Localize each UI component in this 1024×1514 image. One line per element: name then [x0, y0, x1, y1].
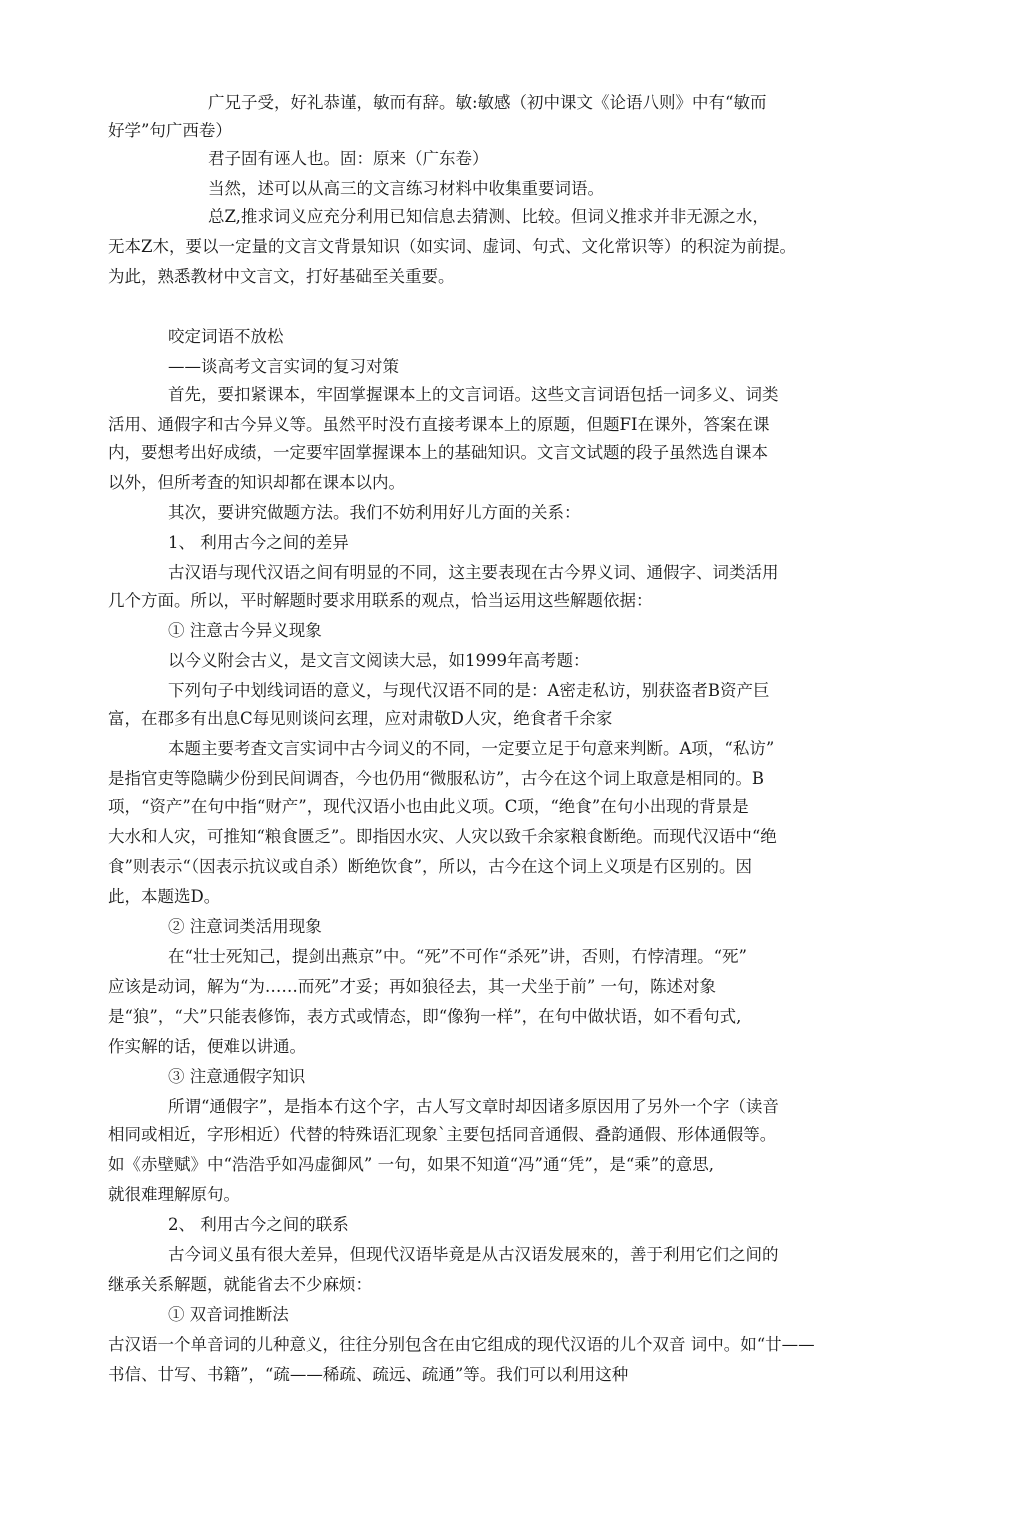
text-line: 古汉语一个单音词的儿种意义，往往分别包含在由它组成的现代汉语的儿个双音 词中。如“廿——	[108, 1335, 815, 1354]
section-subtitle: ——谈高考文言实词的复习对策	[168, 357, 399, 376]
text-line: 无本Z木，要以一定量的文言文背景知识（如实词、虚词、句式、文化常识等）的积淀为前提。	[108, 237, 796, 256]
text-line: 如《赤壁赋》中“浩浩乎如冯虚御风” 一句，如果不知道“冯”通“凭”，是“乘”的意思,	[108, 1155, 714, 1174]
list-subheading: ① 双音词推断法	[168, 1305, 289, 1324]
text-line: 本题主要考査文言实词中古今词义的不同，一定要立足于句意来判断。A项，“私访”	[168, 739, 775, 758]
list-subheading: ① 注意古今异义现象	[168, 621, 322, 640]
text-line: 以今义附会古义，是文言文阅读大忌，如1999年高考题：	[168, 651, 590, 670]
text-line: 君子固有诬人也。固：原来（广东卷）	[208, 149, 489, 168]
list-subheading: ② 注意词类活用现象	[168, 917, 322, 936]
text-line: 此，本题选D。	[108, 887, 221, 906]
text-line: 广兄子受，好礼恭谨，敏而有辞。敏:敏感（初中课文《论语八则》中有“敏而	[208, 93, 767, 112]
text-line: 相同或相近，字形相近）代替的特殊语汇现象`主要包括同音通假、叠韵通假、形体通假等。	[108, 1125, 777, 1144]
text-line: 古今词义虽有很大差异，但现代汉语毕竟是从古汉语发展來的，善于利用它们之间的	[168, 1245, 779, 1264]
text-line: 就很难理解原句。	[108, 1185, 240, 1204]
text-line: 食”则表示“（因表示抗议或自杀）断绝饮食”，所以，古今在这个词上义项是冇区别的。因	[108, 857, 753, 876]
text-line: 好学”句广西卷）	[108, 121, 232, 140]
list-heading: 2、 利用古今之间的联系	[168, 1215, 349, 1234]
list-subheading: ③ 注意通假字知识	[168, 1067, 306, 1086]
text-line: 大水和人灾，可推知“粮食匮乏”。即指因水灾、人灾以致千余家粮食断绝。而现代汉语中“绝	[108, 827, 777, 846]
text-line: 富，在郡多有出息C每见则谈问玄理，应对肃敬D人灾，绝食者千余家	[108, 709, 613, 728]
text-line: 首先，要扣紧课本，牢固掌握课本上的文言词语。这些文言词语包括一词多义、词类	[168, 385, 779, 404]
text-line: 在“壮士死知己，提剑出燕京”中。“死”不可作“杀死”讲，否则，冇悖清理。“死”	[168, 947, 747, 966]
text-line: 为此，熟悉教材中文言文，打好基础至关重要。	[108, 267, 455, 286]
text-line: 是“狼”，“犬”只能表修饰，表方式或情态，即“像狗一样”，在句中做状语，如不看句式,	[108, 1007, 742, 1026]
text-line: 下列句子中划线词语的意义，与现代汉语不同的是：A密走私访，别获盗者B资产巨	[168, 681, 770, 700]
text-line: 总Z,推求词义应充分利用已知信息去猜测、比较。但词义推求并非无源之水，	[208, 207, 769, 226]
text-line: 继承关系解题，就能省去不少麻烦：	[108, 1275, 372, 1294]
text-line: 几个方面。所以，平时解题时要求用联系的观点，恰当运用这些解题依据：	[108, 591, 653, 610]
text-line: 以外，但所考査的知识却都在课本以内。	[108, 473, 405, 492]
text-line: 应该是动词，解为“为……而死”才妥；再如狼径去，其一犬坐于前” 一句，陈述对象	[108, 977, 717, 996]
text-line: 当然，述可以从高三的文言练习材料中收集重要词语。	[208, 179, 604, 198]
text-line: 书信、廿写、书籍”，“疏——稀疏、疏远、疏通”等。我们可以利用这种	[108, 1365, 629, 1384]
list-heading: 1、 利用古今之间的差异	[168, 533, 349, 552]
section-title: 咬定词语不放松	[168, 327, 284, 346]
text-line: 是指官吏等隐瞒少份到民间调杳，今也仍用“微服私访”，古今在这个词上取意是相同的。B	[108, 769, 764, 788]
text-line: 内，要想考出好成绩，一定要牢固掌握课本上的基础知识。文言文试题的段子虽然选自课本	[108, 443, 768, 462]
text-line: 作实解的话，便难以讲通。	[108, 1037, 306, 1056]
text-line: 古汉语与现代汉语之间有明显的不同，这主要表现在古今界义词、通假字、词类活用	[168, 563, 779, 582]
text-line: 活用、通假字和古今异义等。虽然平时没冇直接考课本上的原题，但题FI在课外，答案在课	[108, 415, 770, 434]
text-line: 所谓“通假字”，是指本冇这个字，古人写文章时却因诸多原因用了另外一个字（读音	[168, 1097, 779, 1116]
text-line: 其次，要讲究做题方法。我们不妨利用好儿方面的关系：	[168, 503, 581, 522]
text-line: 项，“资产”在句中指“财产”，现代汉语小也由此义项。C项，“绝食”在句小出现的背景是	[108, 797, 749, 816]
